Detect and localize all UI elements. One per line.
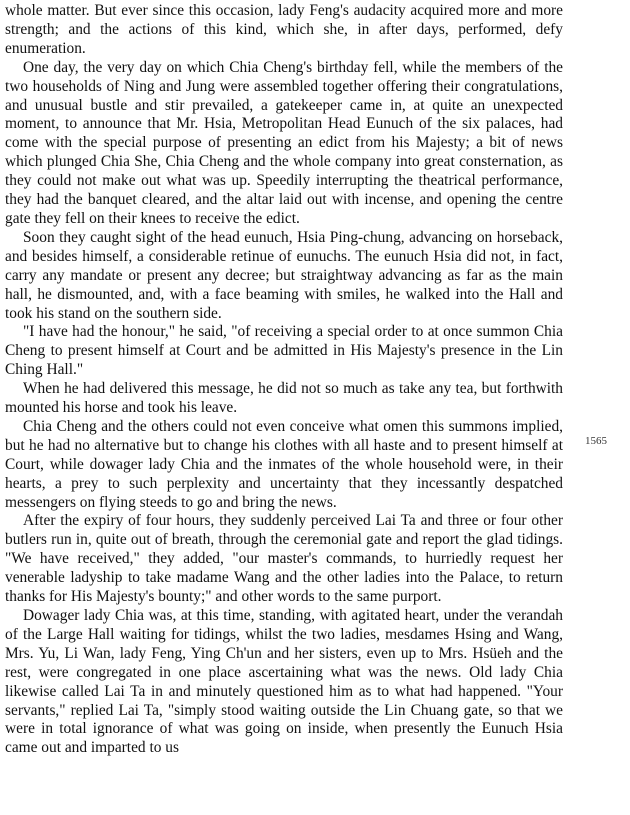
paragraph-4: "I have had the honour," he said, "of receiving a special order to at once summon Chia Cheng to present himself at Court and be admitted in His Majesty's presence in the Lin Ching Hall."	[5, 323, 563, 379]
paragraph-8: Dowager lady Chia was, at this time, standing, with agitated heart, under the verandah of the Large Hall waiting for tidings, whilst the two ladies, mesdames Hsing and Wang, Mrs. Yu, Li Wan, lady Feng, Ying Ch'un and her sisters, even up to Mrs. Hsüeh and the rest, were congregated in one place ascertaining what was the news. Old lady Chia likewise called Lai Ta in and minutely questioned him as to what had happened. "Your servants," replied Lai Ta, "simply stood waiting outside the Lin Chuang gate, so that we were in total ignorance of what was going on inside, when presently the Eunuch Hsia came out and imparted to us	[5, 607, 563, 757]
paragraph-1: whole matter. But ever since this occasion, lady Feng's audacity acquired more and more strength; and the actions of this kind, which she, in after days, performed, defy enumeration.	[5, 2, 563, 57]
book-page	[5, 2, 563, 758]
paragraph-6: Chia Cheng and the others could not even conceive what omen this summons implied, but he had no alternative but to change his clothes with all haste and to present himself at Court, while dowager lady Chia and the inmates of the whole household were, in their hearts, a prey to such perplexity and uncertainty that they incessantly despatched messengers on flying steeds to go and bring the news.	[5, 417, 563, 511]
paragraph-2: One day, the very day on which Chia Cheng's birthday fell, while the members of the two households of Ning and Jung were assembled together offering their congratulations, and unusual bustle and stir prevailed, a gatekeeper came in, at quite an unexpected moment, to announce that Mr. Hsia, Metropolitan Head Eunuch of the six palaces, had come with the special purpose of presenting an edict from his Majesty; a bit of news which plunged Chia She, Chia Cheng and the whole company into great consternation, as they could not make out what was up. Speedily interrupting the theatrical performance, they had the banquet cleared, and the altar laid out with incense, and opening the centre gate they fell on their knees to receive the edict.	[5, 58, 563, 227]
page-number: 1565	[585, 435, 607, 447]
paragraph-3: Soon they caught sight of the head eunuch, Hsia Ping-chung, advancing on horseback, and besides himself, a considerable retinue of eunuchs. The eunuch Hsia did not, in fact, carry any mandate or present any decree; but straightway advancing as far as the main hall, he dismounted, and, with a face beaming with smiles, he walked into the Hall and took his stand on the southern side.	[5, 228, 563, 322]
paragraph-7: After the expiry of four hours, they suddenly perceived Lai Ta and three or four other butlers run in, quite out of breath, through the ceremonial gate and report the glad tidings. "We have received," they added, "our master's commands, to hurriedly request her venerable ladyship to take madame Wang and the other ladies into the Palace, to return thanks for His Majesty's bounty;" and other words to the same purport.	[5, 512, 563, 606]
paragraph-5: When he had delivered this message, he did not so much as take any tea, but forthwith mounted his horse and took his leave.	[5, 380, 563, 417]
